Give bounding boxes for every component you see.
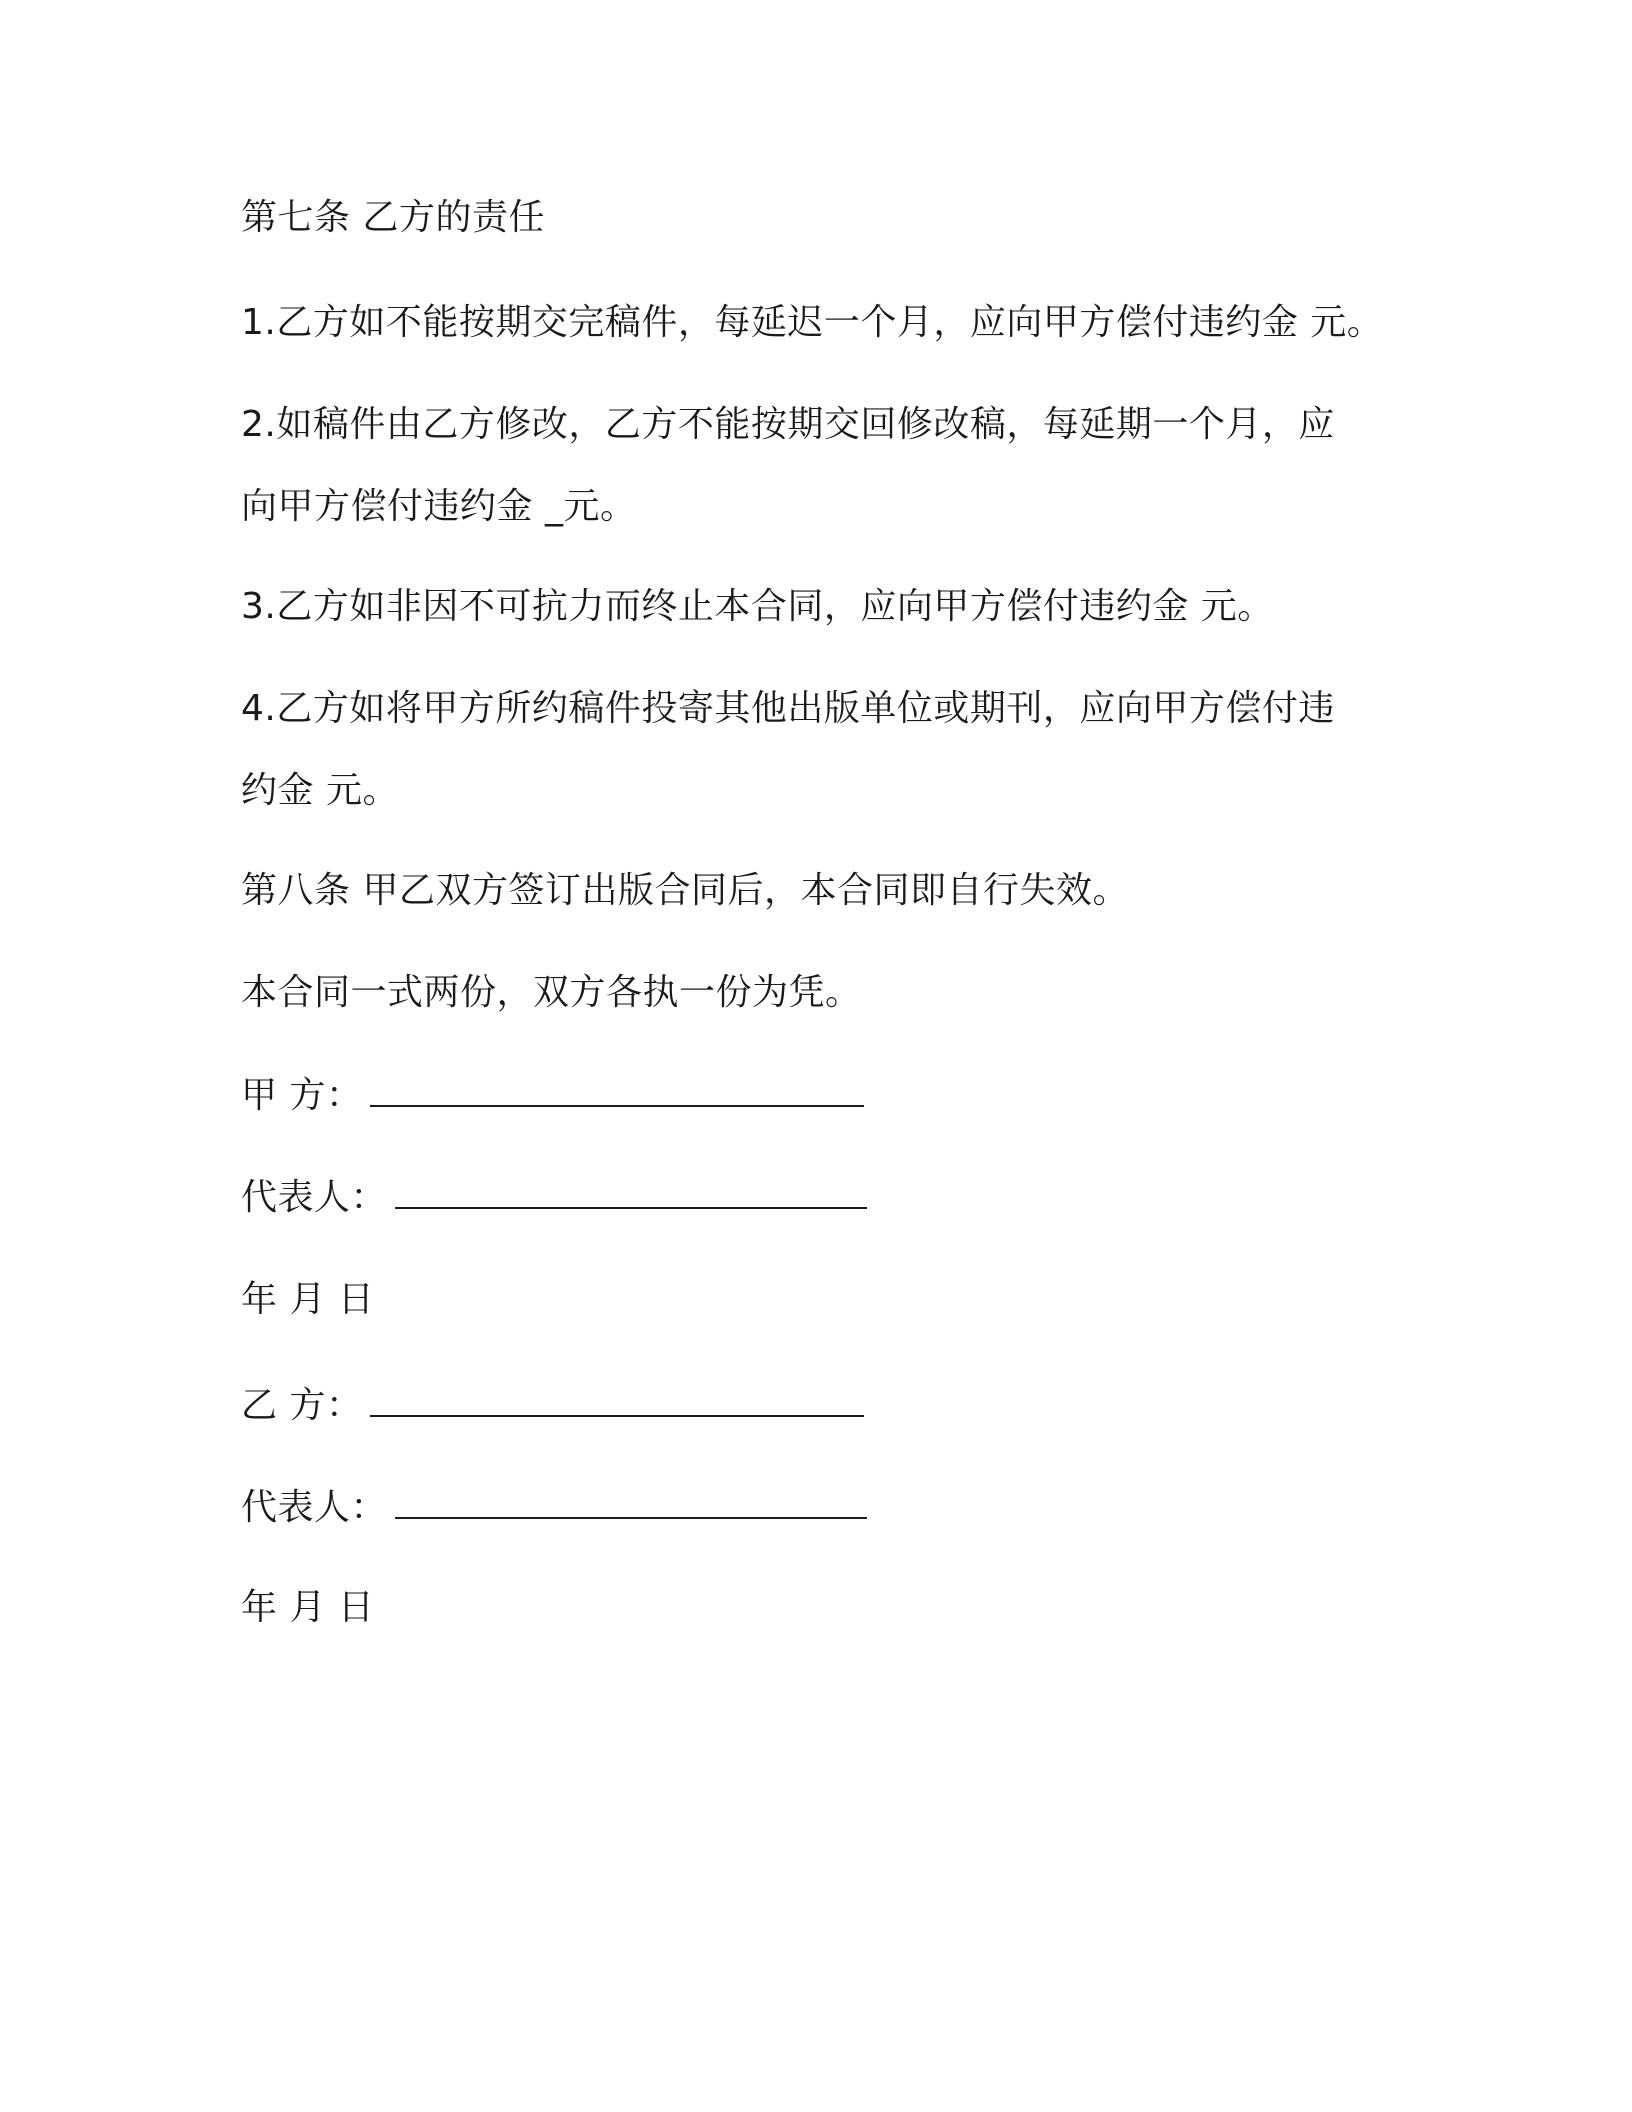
clause-4-line-2: 约金 元。	[241, 770, 399, 811]
article7-heading: 第七条 乙方的责任	[241, 197, 545, 238]
party-b-blank	[370, 1381, 864, 1417]
party-a-rep-blank	[395, 1173, 867, 1209]
party-b-date: 年 月 日	[241, 1587, 375, 1628]
clause-1: 1.乙方如不能按期交完稿件，每延迟一个月，应向甲方偿付违约金 元。	[241, 302, 1384, 343]
party-a-rep-signature-line	[241, 1173, 867, 1222]
article8: 第八条 甲乙双方签订出版合同后，本合同即自行失效。	[241, 870, 1129, 911]
party-b-signature-line	[241, 1381, 864, 1430]
party-a-signature-line	[241, 1071, 864, 1120]
clause-2-line-1: 2.如稿件由乙方修改，乙方不能按期交回修改稿，每延期一个月，应	[241, 404, 1335, 445]
copies-statement: 本合同一式两份，双方各执一份为凭。	[241, 972, 862, 1013]
party-a-blank	[370, 1071, 864, 1107]
clause-3: 3.乙方如非因不可抗力而终止本合同，应向甲方偿付违约金 元。	[241, 586, 1274, 627]
clause-4-line-1: 4.乙方如将甲方所约稿件投寄其他出版单位或期刊，应向甲方偿付违	[241, 688, 1335, 729]
party-b-label: 乙 方：	[241, 1385, 363, 1426]
party-a-date: 年 月 日	[241, 1279, 375, 1320]
party-b-rep-label: 代表人：	[241, 1487, 388, 1528]
party-a-rep-label: 代表人：	[241, 1177, 388, 1218]
party-a-label: 甲 方：	[241, 1075, 363, 1116]
clause-2-line-2: 向甲方偿付违约金 _元。	[241, 486, 637, 527]
party-b-rep-blank	[395, 1483, 867, 1519]
party-b-rep-signature-line	[241, 1483, 867, 1532]
